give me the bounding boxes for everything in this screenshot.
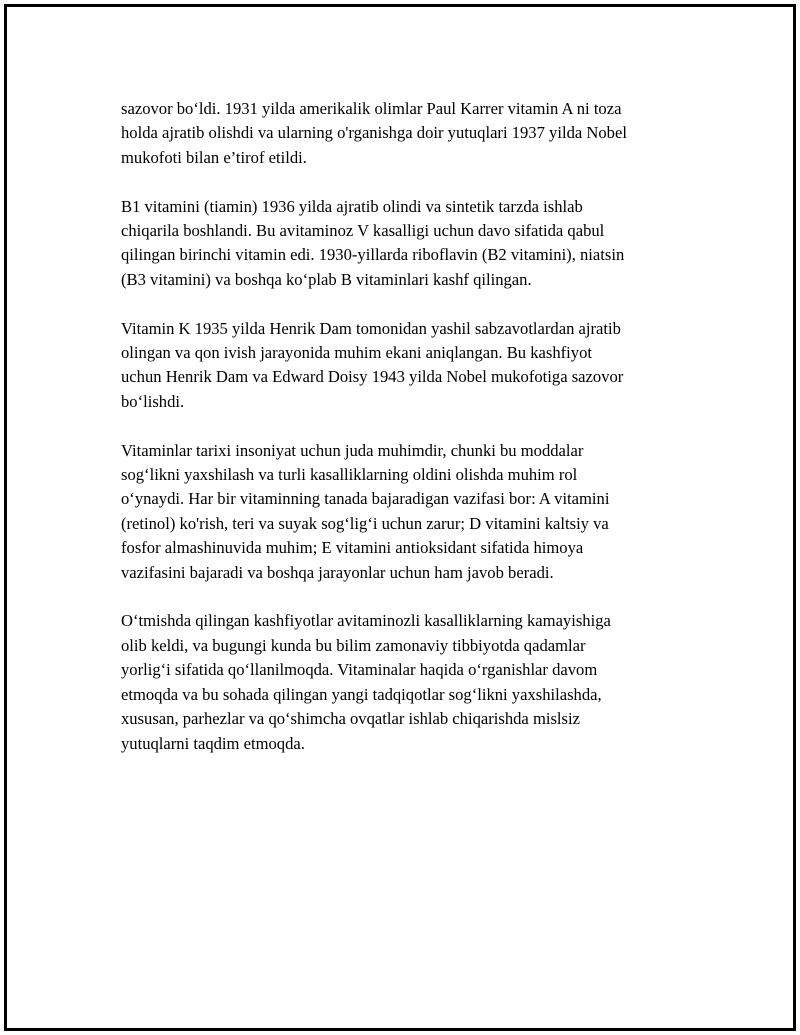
document-body (121, 97, 701, 780)
page-frame (4, 4, 796, 1031)
paragraph-5: O‘tmishda qilingan kashfiyotlar avitaminozli kasalliklarning kamayishiga olib keldi, va bugungi kunda bu bilim zamonaviy tibbiyotda qadamlar yorlig‘i sifatida qo‘llanilmoqda. Vitaminalar haqida o‘rganishlar davom etmoqda va bu sohada qilingan yangi tadqiqotlar sog‘likni yaxshilashda, xususan, parhezlar va qo‘shimcha ovqatlar ishlab chiqarishda mislsiz yutuqlarni taqdim etmoqda. (121, 611, 611, 753)
paragraph-3: Vitamin K 1935 yilda Henrik Dam tomonidan yashil sabzavotlardan ajratib olingan va qon ivish jarayonida muhim ekani aniqlangan. Bu kashfiyot uchun Henrik Dam va Edward Doisy 1943 yilda Nobel mukofotiga sazovor bo‘lishdi. (121, 318, 624, 411)
paragraph-2: B1 vitamini (tiamin) 1936 yilda ajratib olindi va sintetik tarzda ishlab chiqarila boshlandi. Bu avitaminoz V kasalligi uchun davo sifatida qabul qilingan birinchi vitamin edi. 1930-yillarda riboflavin (B2 vitamini), niatsin (B3 vitamini) va boshqa ko‘plab B vitaminlari kashf qilingan. (121, 196, 625, 289)
paragraph-1: sazovor bo‘ldi. 1931 yilda amerikalik olimlar Paul Karrer vitamin A ni toza holda ajratib olishdi va ularning o'rganishga doir yutuqlari 1937 yilda Nobel mukofoti bilan e’tirof etildi. (121, 99, 627, 167)
paragraph-4: Vitaminlar tarixi insoniyat uchun juda muhimdir, chunki bu moddalar sog‘likni yaxshilash va turli kasalliklarning oldini olishda muhim rol o‘ynaydi. Har bir vitaminning tanada bajaradigan vazifasi bor: A vitamini (retinol) ko'rish, teri va suyak sog‘lig‘i uchun zarur; D vitamini kaltsiy va fosfor almashinuvida muhim; E vitamini antioksidant sifatida himoya vazifasini bajaradi va boshqa jarayonlar uchun ham javob beradi. (121, 440, 610, 582)
